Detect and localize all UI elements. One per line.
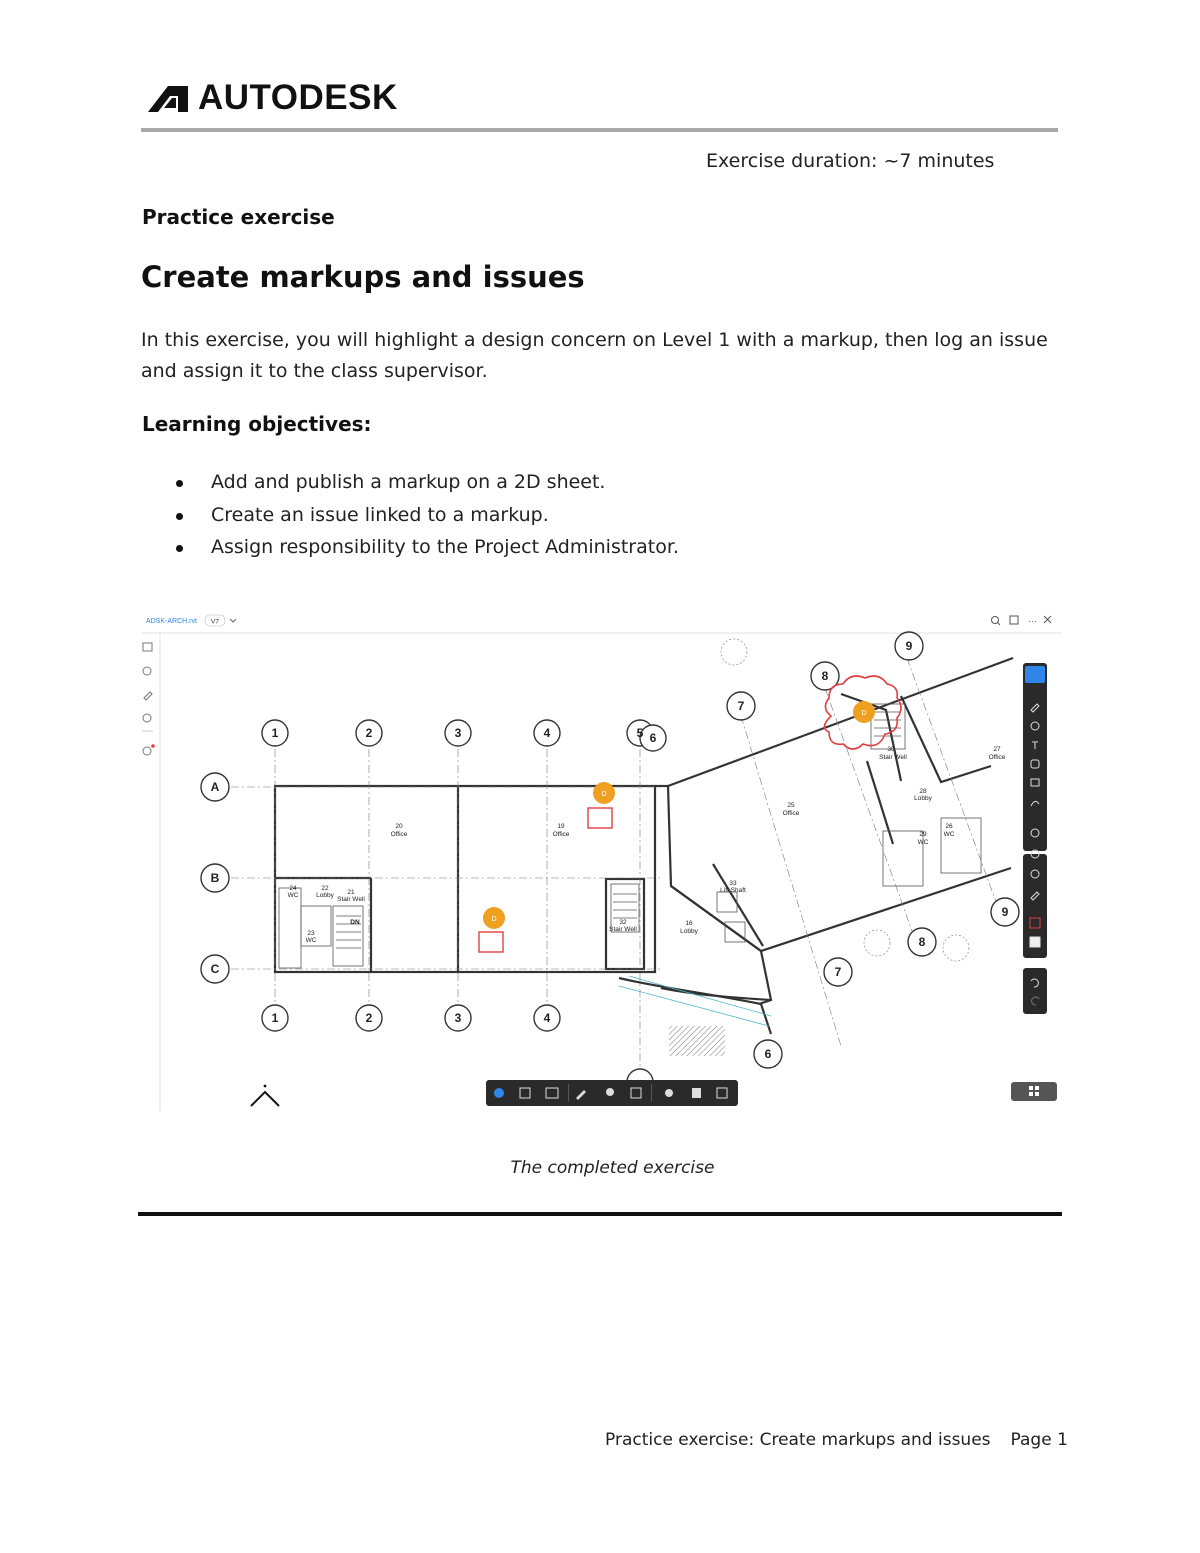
- room-name: Stair Well: [879, 754, 907, 761]
- grid-label: 4: [543, 1011, 551, 1025]
- version-label: V7: [211, 618, 219, 626]
- room-name: Office: [552, 831, 570, 838]
- objectives-heading: Learning objectives:: [142, 412, 372, 436]
- grid-label: 1: [271, 726, 279, 740]
- room-number: 32: [619, 919, 627, 926]
- autodesk-mark-icon: [148, 84, 188, 112]
- markup-toolbar: [1023, 663, 1047, 851]
- issue-pin[interactable]: [853, 701, 875, 723]
- grid-label: 9: [905, 639, 913, 653]
- room-number: 19: [557, 823, 565, 830]
- section-kicker: Practice exercise: [142, 205, 335, 229]
- issues-icon[interactable]: [143, 747, 151, 755]
- grid-label: 5: [636, 726, 644, 740]
- page-footer: [605, 1430, 1068, 1450]
- settings-icon[interactable]: [143, 714, 151, 722]
- grid-apps-button[interactable]: [1011, 1082, 1057, 1101]
- objectives-list: [174, 466, 679, 564]
- grid-label: 3: [454, 726, 462, 740]
- file-name[interactable]: ADSK-ARCH.rvt: [146, 618, 197, 625]
- undo-redo-panel: [1023, 968, 1047, 1014]
- viewer-screenshot: [141, 606, 1061, 1116]
- notification-dot: [151, 744, 155, 748]
- text-tool-icon[interactable]: T: [1031, 740, 1039, 752]
- footer-title: Practice exercise: Create markups and issues: [605, 1430, 991, 1450]
- room-number: 20: [395, 823, 403, 830]
- more-icon[interactable]: ···: [1028, 616, 1037, 626]
- room-name: WC: [943, 831, 955, 838]
- room-labels: [288, 746, 1006, 944]
- room-number: 22: [321, 885, 329, 892]
- grid-label: B: [210, 871, 220, 885]
- grid-label: 6: [764, 1047, 772, 1061]
- floor-plan: [275, 658, 1013, 1034]
- grid-label: 2: [365, 1011, 373, 1025]
- issue-pin-label: D: [601, 791, 607, 798]
- settings-gear-icon[interactable]: [665, 1089, 673, 1097]
- section-divider: [138, 1212, 1062, 1216]
- model-browser-icon[interactable]: [143, 667, 151, 675]
- room-name: Office: [988, 754, 1006, 761]
- grid-label: 4: [543, 726, 551, 740]
- grid-label: 1: [271, 1011, 279, 1025]
- grid-label: 8: [821, 669, 829, 683]
- ramp-hatch: [669, 1026, 725, 1056]
- grid-label: 3: [454, 1011, 462, 1025]
- room-name: WC: [287, 892, 299, 899]
- room-name: WC: [917, 839, 929, 846]
- objective-item: Assign responsibility to the Project Administrator.: [174, 531, 679, 564]
- header-divider: [141, 128, 1058, 132]
- grid-label: 6: [649, 731, 657, 745]
- figure-caption: The completed exercise: [510, 1158, 715, 1178]
- room-number: 29: [919, 831, 927, 838]
- select-tool-button[interactable]: [1025, 666, 1045, 683]
- issue-pin-label: D: [491, 916, 497, 923]
- stair-label: DN: [350, 919, 360, 926]
- room-number: 25: [787, 802, 795, 809]
- exercise-duration: Exercise duration: ~7 minutes: [706, 150, 995, 172]
- objective-item: Create an issue linked to a markup.: [174, 499, 679, 532]
- objective-item: Add and publish a markup on a 2D sheet.: [174, 466, 679, 499]
- pushpin-icon[interactable]: [606, 1088, 614, 1096]
- page-title: Create markups and issues: [141, 260, 585, 294]
- intro-paragraph: In this exercise, you will highlight a design concern on Level 1 with a markup, then log an issue and assign it to the class supervisor.: [141, 329, 1048, 382]
- room-number: 30: [887, 746, 895, 753]
- brand-wordmark: AUTODESK: [198, 78, 398, 117]
- room-name: WC: [305, 937, 317, 944]
- room-name: Lobby: [680, 928, 698, 935]
- room-name: Lobby: [316, 892, 334, 899]
- issue-pin[interactable]: [479, 907, 505, 952]
- room-number: 23: [307, 930, 315, 937]
- search-icon[interactable]: [992, 617, 1001, 626]
- compare-icon[interactable]: [1010, 616, 1018, 624]
- autodesk-logo: [148, 78, 398, 118]
- room-number: 27: [993, 746, 1001, 753]
- grid-label: 9: [1001, 905, 1009, 919]
- north-arrow-icon: [251, 1092, 279, 1106]
- room-number: 24: [289, 885, 297, 892]
- properties-icon[interactable]: [692, 1088, 701, 1098]
- fill-color-swatch[interactable]: [1030, 937, 1040, 947]
- room-number: 16: [685, 920, 693, 927]
- pan-tool-icon[interactable]: [494, 1088, 504, 1098]
- room-number: 21: [347, 889, 355, 896]
- room-number: 26: [945, 823, 953, 830]
- room-number: 28: [919, 788, 927, 795]
- room-name: Stair Well: [609, 926, 637, 933]
- issue-pin-label: D: [861, 710, 867, 717]
- grid-bubble-labels: [211, 639, 1009, 1061]
- close-icon[interactable]: [1044, 616, 1051, 623]
- grid-label: 7: [834, 965, 842, 979]
- room-number: 33: [729, 880, 737, 887]
- interior-details: [279, 704, 981, 1026]
- room-name: Lift Shaft: [720, 887, 746, 894]
- page-number: Page 1: [1010, 1430, 1068, 1450]
- room-name: Lobby: [914, 795, 932, 802]
- grid-label: C: [210, 962, 220, 976]
- room-name: Office: [390, 831, 408, 838]
- sheets-icon[interactable]: [143, 643, 152, 651]
- grid-label: 7: [737, 699, 745, 713]
- chevron-down-icon[interactable]: [230, 619, 236, 622]
- grid-label: A: [210, 780, 220, 794]
- room-name: Stair Well: [337, 896, 365, 903]
- grid-label: 2: [365, 726, 373, 740]
- markup-tool-icon[interactable]: [144, 692, 152, 700]
- room-name: Office: [782, 810, 800, 817]
- issue-pin[interactable]: [588, 782, 615, 828]
- grid-label: 8: [918, 935, 926, 949]
